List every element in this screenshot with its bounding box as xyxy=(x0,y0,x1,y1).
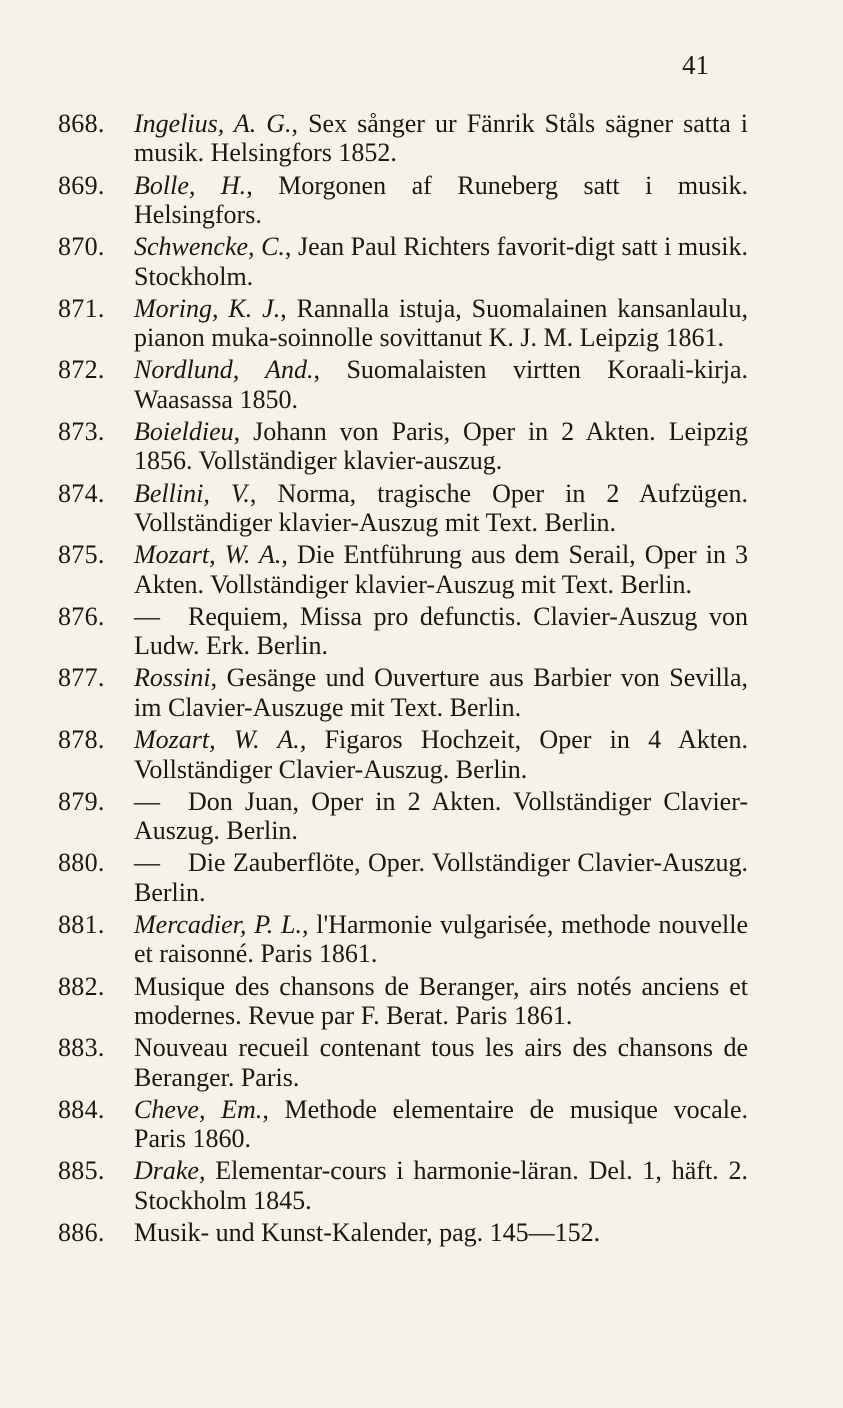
entry-number: 880. xyxy=(58,848,105,878)
entry-number: 882. xyxy=(58,971,105,1001)
entry-text: Musique des chansons de Beranger, airs notés anciens et modernes. Revue par F. Berat. Paris 1861. xyxy=(134,971,748,1030)
entry-text: , Johann von Paris, Oper in 2 Akten. Leipzig 1856. Vollständiger klavier-auszug. xyxy=(134,417,748,476)
entry-body xyxy=(134,725,748,784)
catalogue-entry xyxy=(58,109,748,168)
ditto-dash: — xyxy=(134,601,160,631)
entry-body xyxy=(134,232,748,291)
entry-body xyxy=(134,294,748,353)
entry-text: , Rannalla istuja, Suomalainen kansanlaulu, pianon muka-soinnolle sovittanut K. J. M. Leipzig 1861. xyxy=(134,293,748,353)
entry-text: , Figaros Hochzeit, Oper in 4 Akten. Vollständiger Clavier-Auszug. Berlin. xyxy=(134,725,748,784)
entry-number: 875. xyxy=(58,540,105,570)
entry-body xyxy=(134,1156,748,1215)
catalogue-entry xyxy=(58,540,748,599)
entry-body xyxy=(134,479,748,538)
entry-text: , Methode elementaire de musique vocale. Paris 1860. xyxy=(134,1094,748,1154)
entry-number: 876. xyxy=(58,601,105,631)
entry-body xyxy=(134,1033,748,1092)
entry-number: 886. xyxy=(58,1217,105,1247)
catalogue-entry xyxy=(58,602,748,661)
entry-number: 885. xyxy=(58,1156,105,1186)
catalogue-entry xyxy=(58,417,748,476)
entry-number: 872. xyxy=(58,355,105,385)
entry-author: Bellini, V. xyxy=(134,478,250,508)
entry-text: Die Zauberflöte, Oper. Vollständiger Clavier-Auszug. Berlin. xyxy=(134,848,748,907)
catalogue-entry xyxy=(58,972,748,1031)
entry-body xyxy=(134,171,748,230)
entry-number: 868. xyxy=(58,109,105,138)
catalogue-entry xyxy=(58,1218,748,1247)
entry-body xyxy=(134,1218,748,1247)
ditto-dash: — xyxy=(134,848,160,878)
entry-author: Nordlund, And. xyxy=(134,355,314,385)
entry-body xyxy=(134,1095,748,1154)
entry-number: 879. xyxy=(58,786,105,816)
entry-number: 881. xyxy=(58,909,105,939)
catalogue-entry xyxy=(58,294,748,353)
entry-text: , Die Entführung aus dem Serail, Oper in 3 Akten. Vollständiger klavier-Auszug mit Text. Berlin. xyxy=(134,540,748,599)
entry-text: , Norma, tragische Oper in 2 Aufzügen. Vollständiger klavier-Auszug mit Text. Berlin. xyxy=(134,478,748,538)
entry-text: , Gesänge und Ouverture aus Barbier von Sevilla, im Clavier-Auszuge mit Text. Berlin. xyxy=(134,663,748,722)
catalogue-entry xyxy=(58,1156,748,1215)
entry-text: Musik- und Kunst-Kalender, pag. 145—152. xyxy=(134,1217,601,1247)
entry-body xyxy=(134,355,748,414)
entry-author: Drake, xyxy=(134,1156,206,1186)
entry-body xyxy=(134,602,748,661)
catalogue-entry xyxy=(58,663,748,722)
catalogue-entry-list xyxy=(58,109,748,1250)
catalogue-entry xyxy=(58,1095,748,1154)
entry-number: 871. xyxy=(58,293,105,323)
entry-author: Mozart, W. A. xyxy=(134,725,300,755)
entry-author: Rossini xyxy=(134,663,211,693)
entry-body xyxy=(134,787,748,846)
entry-text: , Sex sånger ur Fänrik Ståls sägner satta i musik. Helsingfors 1852. xyxy=(134,109,749,168)
catalogue-entry xyxy=(58,479,748,538)
entry-author: Ingelius, A. G. xyxy=(134,109,292,138)
entry-number: 877. xyxy=(58,663,105,693)
catalogue-entry xyxy=(58,910,748,969)
entry-text: , Suomalaisten virtten Koraali-kirja. Waasassa 1850. xyxy=(134,355,748,414)
entry-author: Mercadier, P. L. xyxy=(134,909,302,939)
entry-number: 870. xyxy=(58,232,105,262)
entry-body xyxy=(134,109,748,168)
catalogue-entry xyxy=(58,232,748,291)
entry-author: Boieldieu xyxy=(134,417,234,447)
entry-text: Don Juan, Oper in 2 Akten. Vollständiger Clavier-Auszug. Berlin. xyxy=(134,786,748,846)
entry-author: Cheve, Em. xyxy=(134,1094,263,1124)
entry-body xyxy=(134,663,748,722)
ditto-dash: — xyxy=(134,786,160,816)
entry-number: 874. xyxy=(58,478,105,508)
entry-number: 869. xyxy=(58,170,105,200)
entry-number: 883. xyxy=(58,1033,105,1063)
entry-author: Bolle, H. xyxy=(134,170,247,200)
entry-text: Nouveau recueil contenant tous les airs des chansons de Beranger. Paris. xyxy=(134,1033,748,1092)
catalogue-entry xyxy=(58,171,748,230)
entry-text: , Morgonen af Runeberg satt i musik. Helsingfors. xyxy=(134,170,748,230)
page-number: 41 xyxy=(682,50,709,80)
catalogue-entry xyxy=(58,725,748,784)
entry-body xyxy=(134,848,748,907)
entry-number: 878. xyxy=(58,725,105,755)
entry-author: Moring, K. J. xyxy=(134,293,281,323)
catalogue-entry xyxy=(58,848,748,907)
catalogue-entry xyxy=(58,355,748,414)
catalogue-entry xyxy=(58,1033,748,1092)
entry-author: Mozart, W. A. xyxy=(134,540,282,570)
entry-number: 884. xyxy=(58,1094,105,1124)
entry-body xyxy=(134,910,748,969)
entry-body xyxy=(134,540,748,599)
entry-body xyxy=(134,417,748,476)
entry-text: , l'Harmonie vulgarisée, methode nouvelle et raisonné. Paris 1861. xyxy=(134,909,748,969)
entry-text: Requiem, Missa pro defunctis. Clavier-Auszug von Ludw. Erk. Berlin. xyxy=(134,601,748,661)
catalogue-entry xyxy=(58,787,748,846)
entry-body xyxy=(134,972,748,1031)
entry-text: Elementar-cours i harmonie-läran. Del. 1, häft. 2. Stockholm 1845. xyxy=(134,1156,748,1215)
entry-number: 873. xyxy=(58,417,105,447)
entry-text: , Jean Paul Richters favorit-digt satt i musik. Stockholm. xyxy=(134,232,748,291)
entry-author: Schwencke, C. xyxy=(134,232,285,262)
